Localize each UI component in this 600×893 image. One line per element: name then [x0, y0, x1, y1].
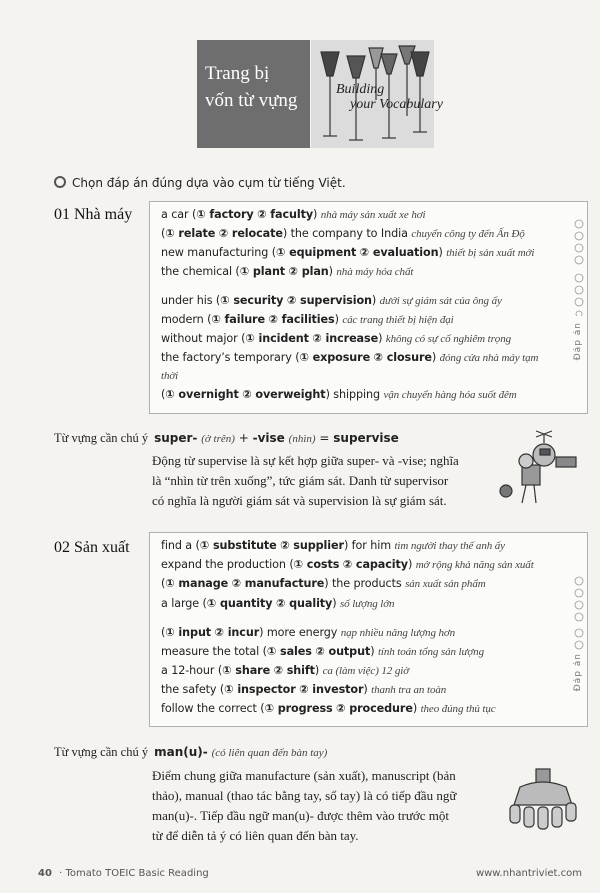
answer-circles-icon [574, 575, 584, 655]
answer-circles-icon [574, 216, 584, 316]
section-label: 01 Nhà máy [54, 206, 133, 223]
exercise-line: without major (① incident ② increase) không có sự cố nghiêm trọng [161, 332, 511, 345]
vocab-note-body: Điểm chung giữa manufacture (sản xuất), manuscript (bản thảo), manual (thao tác bằng tay, sổ tay) là có tiếp đầu ngữ man(u)-. Tiếp đầu ngữ man(u)- được thêm vào trước một từ để diễn tả ý có liên quan đến bàn tay. [152, 768, 457, 843]
exercise-line: find a (① substitute ② supplier) for him tìm người thay thế anh ấy [161, 539, 505, 552]
vocab-note-body: Động từ supervise là sự kết hợp giữa super- và -vise; nghĩa là “nhìn từ trên xuống”, tức giám sát. Danh từ supervisor có nghĩa là người giám sát và supervision là sự giám sát. [152, 453, 459, 508]
exercise-line: under his (① security ② supervision) dưới sự giám sát của ông ấy [161, 294, 502, 307]
footer-left: 40 · Tomato TOEIC Basic Reading [38, 868, 209, 879]
exercise-line: follow the correct (① progress ② procedure) theo đúng thủ tục [161, 702, 496, 715]
answer-side-label: Đáp án [573, 653, 583, 692]
exercise-line: thời [161, 370, 179, 382]
answer-side-label: Đáp án [573, 322, 583, 361]
circle-bullet-icon [54, 176, 66, 188]
cartoon-helper-icon [496, 427, 584, 509]
header-subtitle-line2: your Vocabulary [350, 97, 443, 112]
instruction-text: Chọn đáp án đúng dựa vào cụm từ tiếng Việt. [72, 176, 346, 190]
exercise-line: (① relate ② relocate) the company to India chuyển công ty đến Ấn Độ [161, 227, 525, 240]
footer-site: www.nhantriviet.com [475, 868, 582, 879]
exercise-line: the factory’s temporary (① exposure ② closure) đóng cửa nhà máy tạm [161, 351, 539, 364]
exercise-line: modern (① failure ② facilities) các trang thiết bị hiện đại [161, 313, 454, 326]
instruction [54, 176, 346, 190]
header-subtitle-line1: Building [336, 82, 385, 97]
exercise-line: (① input ② incur) more energy nạp nhiều năng lượng hơn [161, 626, 456, 639]
header-title-line1: Trang bị [205, 63, 270, 84]
exercise-line: measure the total (① sales ② output) tính toán tổng sản lượng [161, 645, 484, 658]
exercise-line: a 12-hour (① share ② shift) ca (làm việc) 12 giờ [161, 664, 409, 677]
book-title: Tomato TOEIC Basic Reading [65, 868, 209, 879]
exercise-line: a large (① quantity ② quality) số lượng lớn [161, 597, 395, 610]
exercise-line: (① manage ② manufacture) the products sản xuất sản phẩm [161, 577, 486, 590]
header-title-line2: vốn từ vựng [205, 90, 298, 111]
header-subtitle [336, 82, 443, 112]
exercise-line: the chemical (① plant ② plan) nhà máy hóa chất [161, 265, 414, 278]
exercise-line: the safety (① inspector ② investor) thanh tra an toàn [161, 683, 447, 696]
vocab-note-heading: Từ vựng cần chú ý super- (ở trên) + -vise (nhìn) = supervise [54, 431, 399, 445]
exercise-box [149, 201, 588, 414]
exercise-line: (① overnight ② overweight) shipping vận chuyển hàng hóa suốt đêm [161, 388, 517, 401]
exercise-line: new manufacturing (① equipment ② evaluation) thiết bị sản xuất mới [161, 246, 535, 259]
vocab-note-heading: Từ vựng cần chú ý man(u)- (có liên quan đến bàn tay) [54, 745, 328, 759]
page-number: 40 [38, 868, 52, 879]
header-title [205, 60, 305, 114]
exercise-box [149, 532, 588, 727]
exercise-line: a car (① factory ② faculty) nhà máy sản xuất xe hơi [161, 208, 426, 221]
section-label: 02 Sản xuất [54, 539, 130, 556]
hand-robot-icon [502, 765, 586, 833]
exercise-line: expand the production (① costs ② capacity) mở rộng khả năng sản xuất [161, 558, 534, 571]
